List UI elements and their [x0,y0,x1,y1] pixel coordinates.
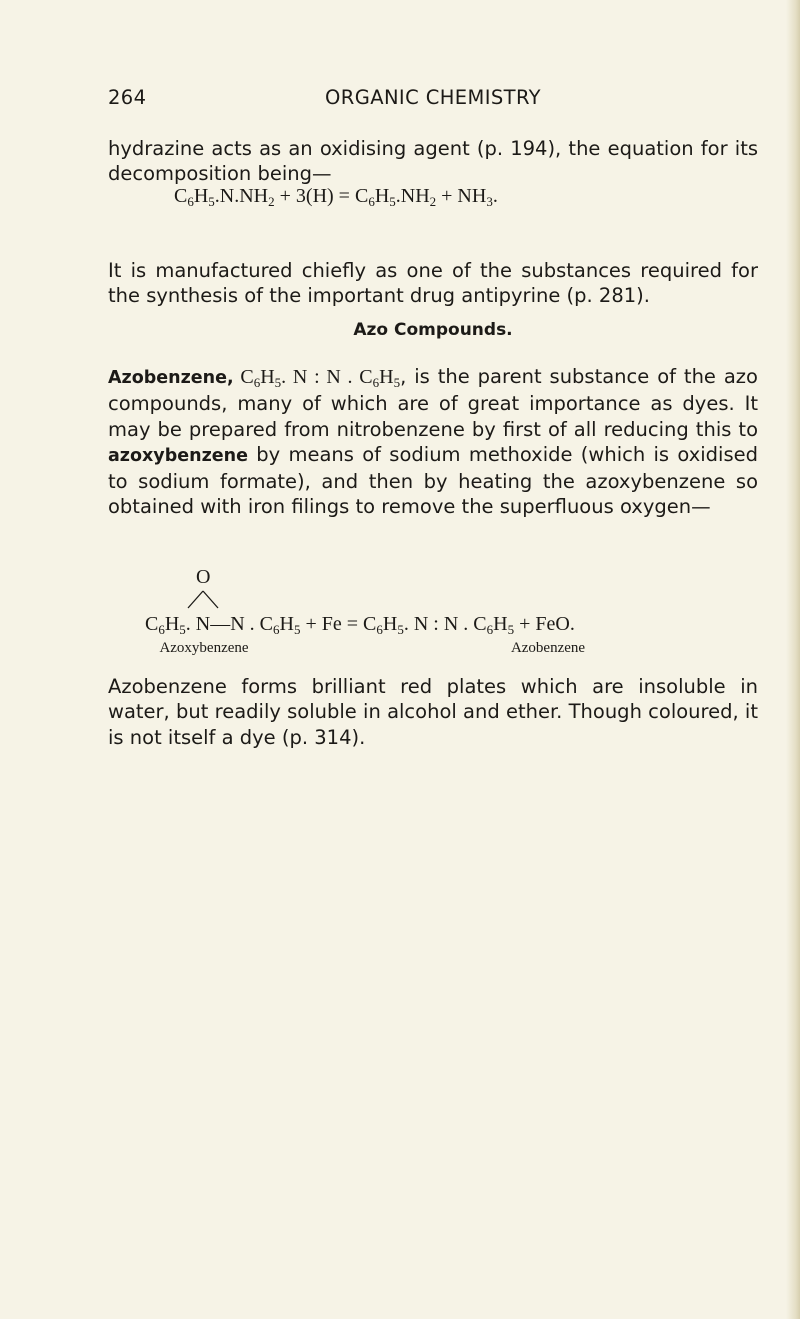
section-heading-azo-compounds: Azo Compounds. [353,320,513,340]
page-edge-shadow [786,0,800,1319]
term-azoxybenzene: azoxybenzene [108,445,248,466]
eq2-token: C [145,613,159,635]
paragraph-antipyrine: It is manufactured chiefly as one of the substances required for the synthesis of the important drug antipyrine (p. 281). [108,259,758,308]
eq2-token: H [493,613,508,635]
eq1-subscript: 2 [268,194,275,209]
eq2-token: + Fe = C [300,613,377,635]
eq2-subscript: 6 [376,622,383,637]
eq1-token: H [374,185,390,207]
eq2-subscript: 6 [158,622,165,637]
eq1-token: C [174,185,188,207]
eq1-token: .N.NH [214,185,269,207]
formula-token: . N : N . C [281,366,373,388]
paragraph-text: , is the parent substance of the azo compounds, many of which are of great importance as dyes. It may be prepared from nitrobenzene by first of all reducing this to [108,365,758,441]
formula-subscript: 5 [393,375,401,390]
equation-azoxybenzene-reduction [145,613,575,636]
eq1-subscript: 6 [187,194,194,209]
eq1-token: .NH [395,185,430,207]
eq1-token: H [193,185,209,207]
eq1-subscript: 3 [486,194,493,209]
formula-subscript: 6 [372,375,380,390]
formula-subscript: 6 [253,375,261,390]
paragraph-azobenzene [108,364,758,520]
running-title: ORGANIC CHEMISTRY [325,86,541,109]
eq2-token: . N—N . C [185,613,274,635]
equation-hydrazine-decomposition [174,185,498,208]
eq2-subscript: 5 [293,622,301,637]
paragraph-text: by means of sodium methoxide (which is oxidised to sodium formate), and then by heating the azoxybenzene so obtained with iron filings to remove the superfluous oxygen— [108,442,758,519]
eq2-token: + FeO. [514,613,575,635]
bond-line-right [203,591,218,608]
eq2-token: H [382,613,398,635]
paragraph-azobenzene-properties: Azobenzene forms brilliant red plates which are insoluble in water, but readily soluble in alcohol and ether. Though coloured, it is not itself a dye (p. 314). [108,675,758,749]
eq1-subscript: 6 [368,194,375,209]
caption-azobenzene: Azobenzene [510,640,586,656]
eq2-subscript: 5 [397,622,404,637]
caption-azoxybenzene: Azoxybenzene [159,640,249,656]
page-number: 264 [108,86,147,109]
eq1-token: . [492,185,498,207]
formula-subscript: 5 [274,375,282,390]
eq1-subscript: 5 [208,194,215,209]
running-head [108,86,758,116]
formula-token: C [233,366,254,388]
formula-token: H [260,366,275,388]
eq1-subscript: 2 [429,194,437,209]
oxygen-bridge-bonds [186,589,220,609]
eq2-token: H [164,613,180,635]
eq2-token: . N : N . C [403,613,487,635]
eq2-subscript: 6 [273,622,280,637]
formula-token: H [379,366,394,388]
eq1-token: + NH [436,185,487,207]
eq1-subscript: 5 [389,194,396,209]
bond-line-left [188,591,203,608]
eq2-token: H [279,613,294,635]
eq2-subscript: 6 [486,622,494,637]
term-azobenzene: Azobenzene, [108,368,234,388]
paragraph-hydrazine: hydrazine acts as an oxidising agent (p. 194), the equation for its decomposition being— [108,137,758,186]
eq2-subscript: 5 [179,622,186,637]
oxygen-atom-label: O [196,566,211,588]
eq2-subscript: 5 [507,622,515,637]
eq1-token: + 3(H) = C [274,185,369,207]
